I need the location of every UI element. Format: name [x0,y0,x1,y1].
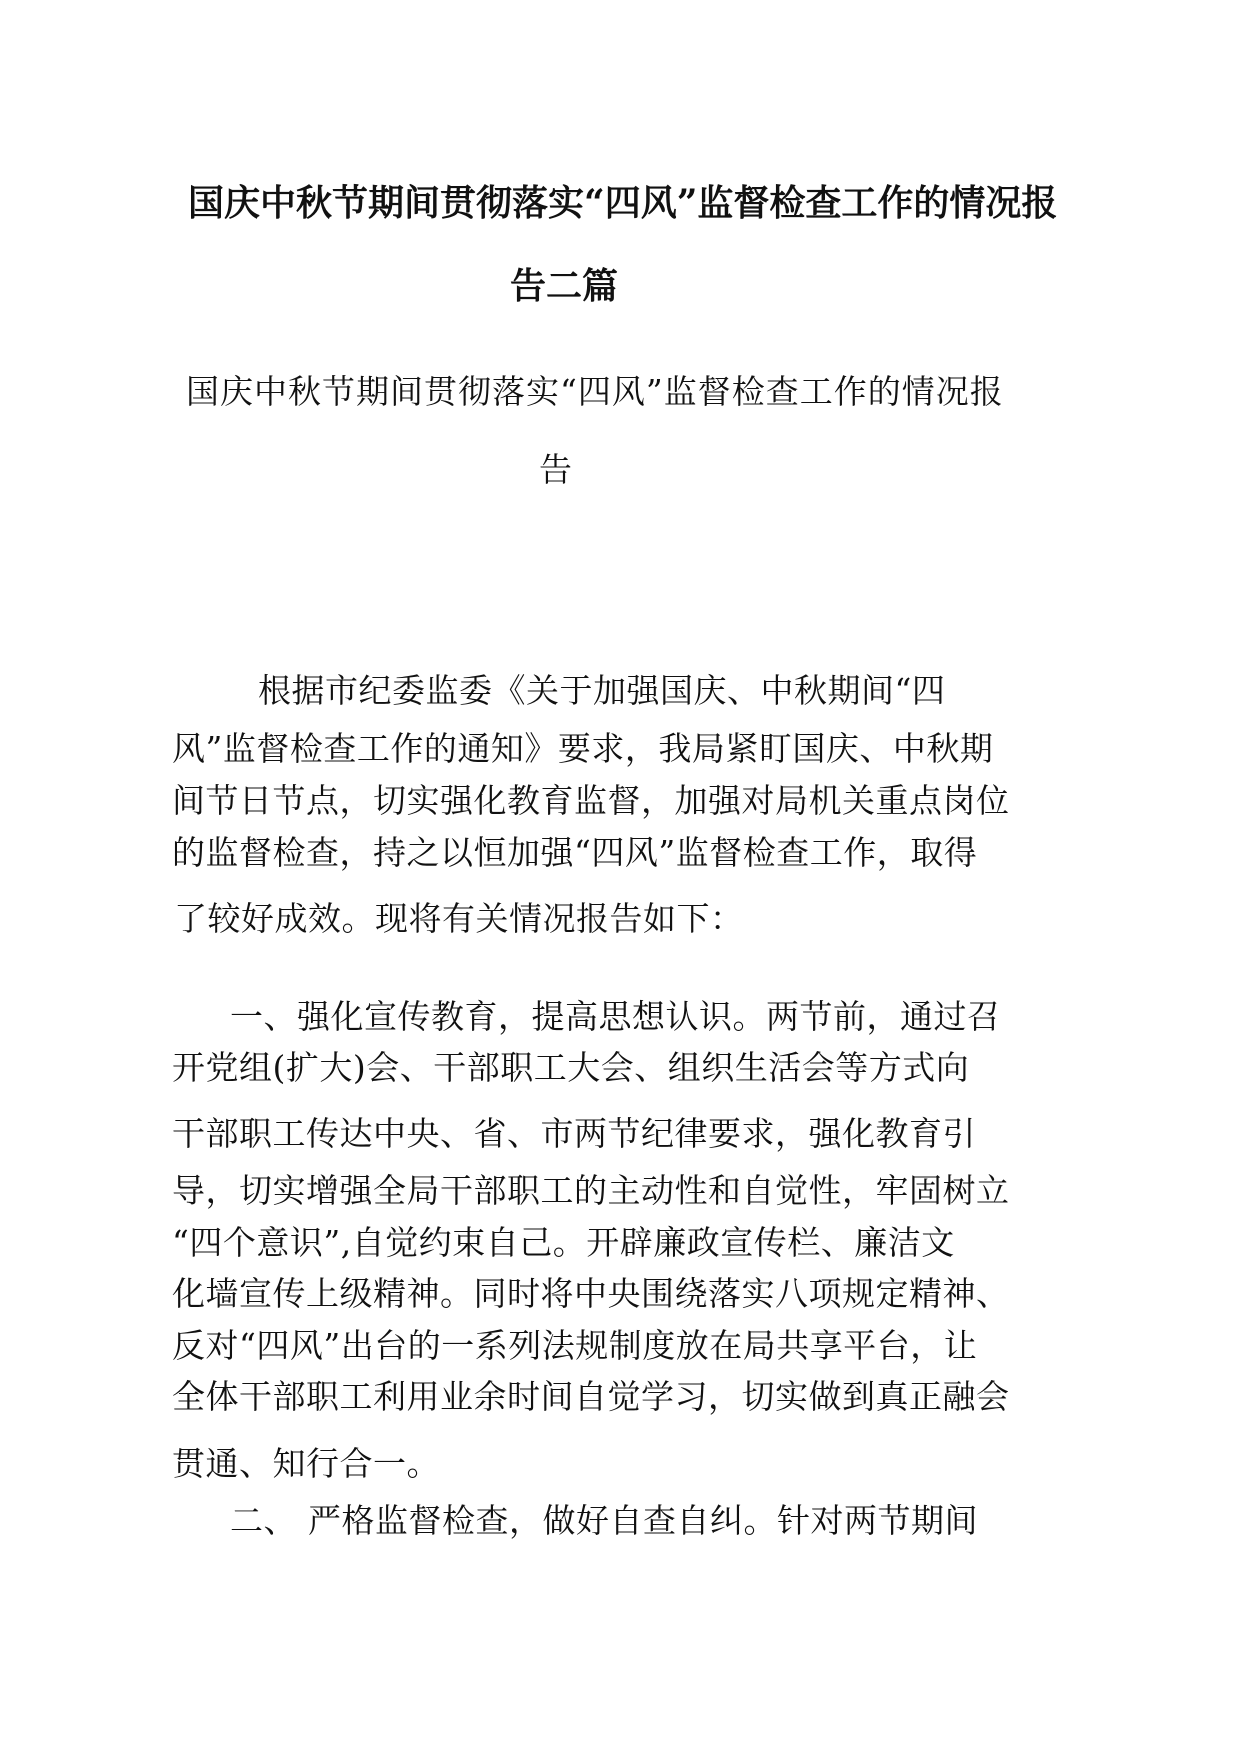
paragraph-2-line-4: 导，切实增强全局干部职工的主动性和自觉性，牢固树立 [172,1171,1010,1210]
paragraph-2-line-8: 全体干部职工利用业余时间自觉学习，切实做到真正融会 [172,1377,1010,1416]
subtitle-line-2: 告 [539,450,573,489]
paragraph-2-line-7: 反对“四风”出台的一系列法规制度放在局共享平台，让 [172,1326,978,1365]
paragraph-2-line-6: 化墙宣传上级精神。同时将中央围绕落实八项规定精神、 [172,1274,1010,1313]
paragraph-1-line-4: 的监督检查，持之以恒加强“四风”监督检查工作，取得 [172,833,978,872]
paragraph-2-line-5: “四个意识”,自觉约束自己。开辟廉政宣传栏、廉洁文 [172,1223,955,1262]
paragraph-1-line-1: 根据市纪委监委《关于加强国庆、中秋期间“四 [258,671,946,710]
paragraph-1-line-5: 了较好成效。现将有关情况报告如下： [174,899,744,938]
document-title-line-1: 国庆中秋节期间贯彻落实“四风”监督检查工作的情况报 [188,182,1058,224]
paragraph-2-line-1: 一、强化宣传教育，提高思想认识。两节前，通过召 [230,997,1001,1036]
paragraph-2-line-9: 贯通、知行合一。 [172,1444,440,1483]
document-title-line-2: 告二篇 [510,265,619,307]
paragraph-1-line-3: 间节日节点，切实强化教育监督，加强对局机关重点岗位 [172,781,1010,820]
paragraph-3-line-1: 二、 严格监督检查，做好自查自纠。针对两节期间 [230,1501,978,1540]
subtitle-line-1: 国庆中秋节期间贯彻落实“四风”监督检查工作的情况报 [186,372,1004,411]
paragraph-2-line-3: 干部职工传达中央、省、市两节纪律要求，强化教育引 [172,1114,976,1153]
paragraph-2-line-2: 开党组(扩大)会、干部职工大会、组织生活会等方式向 [172,1048,970,1087]
paragraph-1-line-2: 风”监督检查工作的通知》要求，我局紧盯国庆、中秋期 [172,729,994,768]
